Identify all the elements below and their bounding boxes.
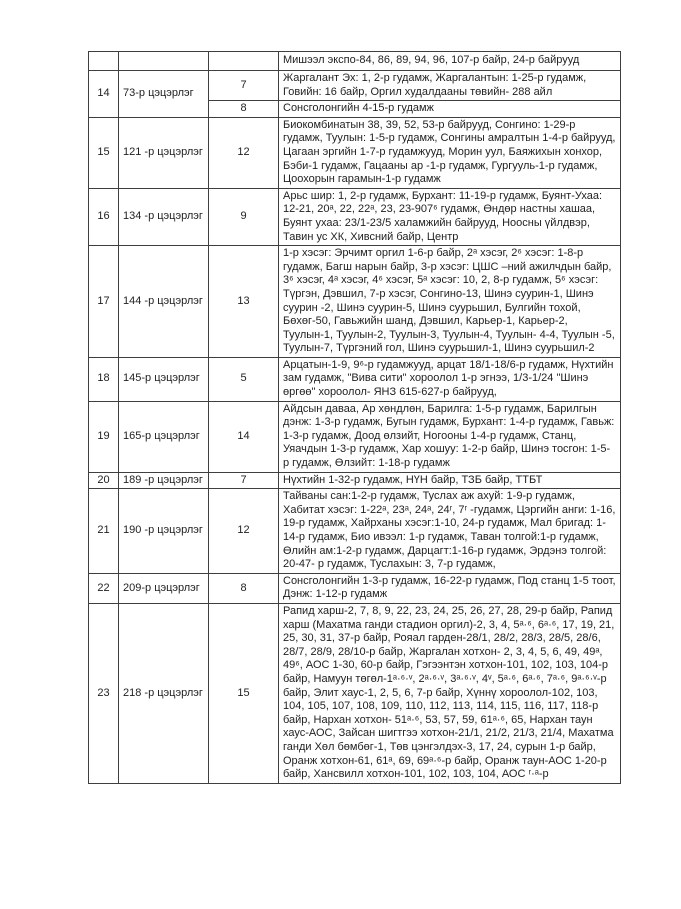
table-row bbox=[89, 246, 621, 358]
areas-cell: Сонсголонгийн 1-3-р гудамж, 16-22-р гудамж, Под станц 1-5 тоот, Дэнж: 1-12-р гудамж bbox=[279, 573, 621, 603]
areas-cell: Арцатын-1-9, 9⁶-р гудамжууд, арцат 18/1-18/6-р гудамж, Нүхтийн зам гудамж, "Вива сити" хороолол 1-р эгнээ, 1/3-1/24 "Шинэ өргөө" хороолол- ЯНЗ 615-627-р байрууд, bbox=[279, 357, 621, 401]
table-row bbox=[89, 573, 621, 603]
row-number-cell: 23 bbox=[89, 603, 119, 783]
row-number-cell: 14 bbox=[89, 71, 119, 118]
row-number-cell: 16 bbox=[89, 188, 119, 245]
table-row bbox=[89, 71, 621, 101]
row-number-cell: 22 bbox=[89, 573, 119, 603]
table-row bbox=[89, 489, 621, 574]
street-count-cell bbox=[209, 52, 279, 71]
street-count-cell: 8 bbox=[209, 573, 279, 603]
street-count-cell: 14 bbox=[209, 401, 279, 472]
row-number-cell: 17 bbox=[89, 246, 119, 358]
table-body bbox=[89, 52, 621, 784]
row-number-cell: 20 bbox=[89, 472, 119, 489]
table-row bbox=[89, 357, 621, 401]
kindergarten-name-cell: 144 -р цэцэрлэг bbox=[119, 246, 209, 358]
areas-cell: Тайваны сан:1-2-р гудамж, Туслах аж ахуй: 1-9-р гудамж, Хабитат хэсэг: 1-22ᵃ, 23ᵃ, 24ᵃ, 24ʳ, 7ʳ -гудамж, Цэргийн анги: 1-16, 19-р гудамж, Хайрханы хэсэг:1-10, 24-р гудамж, Мал бригад: 1-14-р гудамж, Био ивээл: 1-р гудамж, Таван толгой:1-р гудамж, Өлийн ам:1-2-р гудамж, Дарцагт:1-16-р гудамж, Эрдэнэ толгой: 20-47- р гудамж, Туслахын: 3, 7-р гудамж, bbox=[279, 489, 621, 574]
table-row bbox=[89, 472, 621, 489]
kindergarten-name-cell: 73-р цэцэрлэг bbox=[119, 71, 209, 118]
areas-cell: Жаргалант Эх: 1, 2-р гудамж, Жаргалантын: 1-25-р гудамж, Говийн: 16 байр, Оргил худалдааны төвийн- 288 айл bbox=[279, 71, 621, 101]
street-count-cell: 7 bbox=[209, 71, 279, 101]
kindergarten-name-cell: 189 -р цэцэрлэг bbox=[119, 472, 209, 489]
table-row bbox=[89, 401, 621, 472]
carryover-row bbox=[89, 52, 621, 71]
street-count-cell: 7 bbox=[209, 472, 279, 489]
kindergarten-name-cell: 121 -р цэцэрлэг bbox=[119, 117, 209, 188]
row-number-cell: 19 bbox=[89, 401, 119, 472]
row-number-cell: 15 bbox=[89, 117, 119, 188]
areas-cell: Айдсын даваа, Ар хөндлөн, Барилга: 1-5-р гудамж, Барилгын дэнж: 1-3-р гудамж, Бугын гудамж, Бурхант: 1-4-р гудамж, Гавьж: 1-3-р гудамж, Доод өлзийт, Ногооны 1-4-р гудамж, Станц, Уяачдын 1-3-р гудамж, Хар хошуу: 1-2-р байр, Шинэ тосгон: 1-5-р гудамж, Өлзийт: 1-18-р гудамж bbox=[279, 401, 621, 472]
areas-cell: Мишээл экспо-84, 86, 89, 94, 96, 107-р байр, 24-р байрууд bbox=[279, 52, 621, 71]
street-count-cell: 5 bbox=[209, 357, 279, 401]
areas-cell: 1-р хэсэг: Эрчимт оргил 1-6-р байр, 2ᵃ хэсэг, 2⁶ хэсэг: 1-8-р гудамж, Багш нарын байр, 3-р хэсэг: ЦШС –ний ажилчдын байр, 3⁶ хэсэг, 4ᵃ хэсэг, 4⁶ хэсэг, 5ᵃ хэсэг: 10, 2, 8-р гудамж, 5⁶ хэсэг: Түргэн, Дэвшил, 7-р хэсэг, Сонгино-13, Шинэ суурин-1, Шинэ суурин -2, Шинэ суурин-5, Шинэ суурьшил, Булгийн тохой, Бөхөг-50, Гавьжийн шанд, Дэвшил, Карьер-1, Карьер-2, Туулын-1, Туулын-2, Туулын-3, Туулын-4, Туулын- 4-4, Туулын -5, Туулын-7, Түргэний гол, Шинэ суурьшил-1, Шинэ суурьшил-2 bbox=[279, 246, 621, 358]
areas-cell: Арьс шир: 1, 2-р гудамж, Бурхант: 11-19-р гудамж, Буянт-Ухаа: 12-21, 20ᵃ, 22, 22ᵃ, 23, 23-907⁶ гудамж, Өндөр настны хашаа, Буянт ухаа: 23/1-23/5 халамжийн байрууд, Ноосны үйлдвэр, Тавин ус ХК, Хивсний байр, Центр bbox=[279, 188, 621, 245]
table-row bbox=[89, 603, 621, 783]
areas-cell: Биокомбинатын 38, 39, 52, 53-р байрууд, Сонгино: 1-29-р гудамж, Туулын: 1-5-р гудамж, Сонгины амралтын 1-4-р байрууд, Цагаан эргийн 1-7-р гудамжууд, Морин уул, Баяжихын хонхор, Бэби-1 гудамж, Гацааны ар -1-р гудамж, Гургууль-1-р гудамж, Цоохорын гарамын-1-р гудамж bbox=[279, 117, 621, 188]
street-count-cell: 12 bbox=[209, 117, 279, 188]
row-number-cell bbox=[89, 52, 119, 71]
street-count-cell: 12 bbox=[209, 489, 279, 574]
kindergarten-name-cell: 190 -р цэцэрлэг bbox=[119, 489, 209, 574]
street-count-cell: 8 bbox=[209, 101, 279, 118]
kindergarten-name-cell: 165-р цэцэрлэг bbox=[119, 401, 209, 472]
kindergarten-district-table bbox=[88, 51, 621, 784]
row-number-cell: 18 bbox=[89, 357, 119, 401]
street-count-cell: 15 bbox=[209, 603, 279, 783]
areas-cell: Сонсголонгийн 4-15-р гудамж bbox=[279, 101, 621, 118]
table-row bbox=[89, 117, 621, 188]
kindergarten-name-cell: 218 -р цэцэрлэг bbox=[119, 603, 209, 783]
kindergarten-name-cell: 134 -р цэцэрлэг bbox=[119, 188, 209, 245]
street-count-cell: 13 bbox=[209, 246, 279, 358]
kindergarten-name-cell: 209-р цэцэрлэг bbox=[119, 573, 209, 603]
kindergarten-name-cell bbox=[119, 52, 209, 71]
kindergarten-name-cell: 145-р цэцэрлэг bbox=[119, 357, 209, 401]
areas-cell: Рапид харш-2, 7, 8, 9, 22, 23, 24, 25, 26, 27, 28, 29-р байр, Рапид харш (Махатма ганди стадион оргил)-2, 3, 4, 5ᵃ·⁶, 6ᵃ·⁶, 17, 19, 21, 25, 30, 31, 37-р байр, Рояал гарден-28/1, 28/2, 28/3, 28/5, 28/6, 28/7, 28/9, 28/10-р байр, Жаргалан хотхон- 2, 3, 4, 5, 6, 49, 49ᵃ, 49⁶, АОС 1-30, 60-р байр, Гэгээнтэн хотхон-101, 102, 103, 104-р байр, Намуун төгөл-1ᵃ·⁶·ᵛ, 2ᵃ·⁶·ᵛ, 3ᵃ·⁶·ᵛ, 4ᵛ, 5ᵃ·⁶, 6ᵃ·⁶, 7ᵃ·⁶, 9ᵃ·⁶·ᵛ-р байр, Элит хаус-1, 2, 5, 6, 7-р байр, Хүннү хороолол-102, 103, 104, 105, 107, 108, 109, 110, 112, 113, 114, 115, 116, 117, 118-р байр, Нархан хотхон- 51ᵃ·⁶, 53, 57, 59, 61ᵃ·⁶, 65, Нархан таун хаус-АОС, Зайсан шигтгээ хотхон-21/1, 21/2, 21/3, 21/4, Махатма ганди Хөл бөмбөг-1, Төв цэнгэлдэх-3, 17, 24, сурын 1-р байр, Оранж хотхон-61, 61ᵃ, 69, 69ᵃ·⁶-р байр, Оранж таун-АОС 1-20-р байр, Хансвилл хотхон-101, 102, 103, 104, АОС ʳ·ᵃ-р bbox=[279, 603, 621, 783]
areas-cell: Нүхтийн 1-32-р гудамж, НҮН байр, ТЗБ байр, ТТБТ bbox=[279, 472, 621, 489]
street-count-cell: 9 bbox=[209, 188, 279, 245]
table-row bbox=[89, 188, 621, 245]
row-number-cell: 21 bbox=[89, 489, 119, 574]
